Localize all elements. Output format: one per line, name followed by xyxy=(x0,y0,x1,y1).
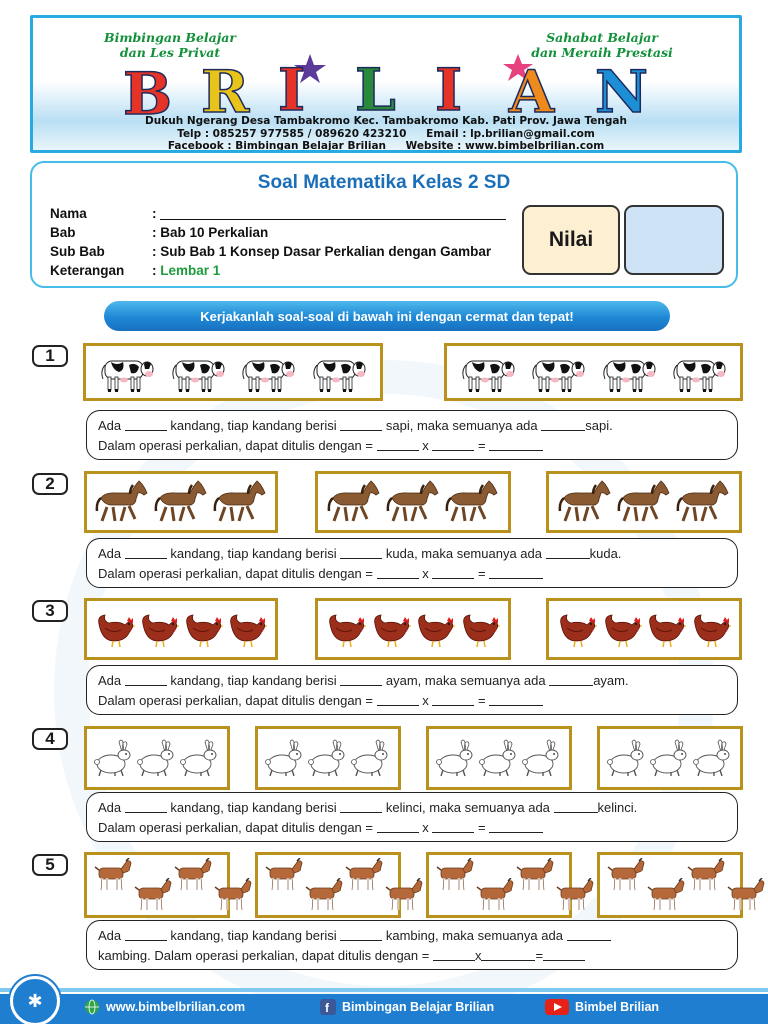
field-value xyxy=(152,263,220,278)
goat-icon xyxy=(515,858,555,892)
email-text: Email : lp.brilian@gmail.com xyxy=(426,127,595,140)
rabbit-icon xyxy=(521,738,563,778)
answer-text: kandang, tiap kandang berisi xyxy=(170,928,337,943)
answer-blank[interactable] xyxy=(340,418,382,431)
answer-text: = xyxy=(477,820,486,835)
answer-text: kuda. xyxy=(589,546,622,561)
sheet-number: Lembar 1 xyxy=(160,263,221,278)
answer-line-1 xyxy=(98,416,726,436)
goat-icon xyxy=(555,878,595,912)
cow-icon xyxy=(97,349,157,395)
field-label: Nama xyxy=(50,206,87,221)
animal-pen xyxy=(315,598,511,660)
answer-blank[interactable] xyxy=(489,566,543,579)
animal-pen xyxy=(426,852,572,918)
answer-text: x xyxy=(422,438,429,453)
sheet-title: Soal Matematika Kelas 2 SD xyxy=(257,172,511,193)
contact-info xyxy=(33,115,739,153)
cow-icon xyxy=(238,349,298,395)
chicken-icon xyxy=(139,610,179,648)
answer-blank[interactable] xyxy=(543,948,585,961)
chicken-icon xyxy=(95,610,135,648)
answer-text: ayam, maka semuanya ada xyxy=(385,673,546,688)
answer-text: = xyxy=(477,693,486,708)
question-number: 4 xyxy=(32,728,68,750)
animal-wrapper xyxy=(475,878,515,912)
answer-blank[interactable] xyxy=(377,693,419,706)
answer-line-2 xyxy=(98,818,726,838)
animal-wrapper xyxy=(384,878,424,912)
answer-blank[interactable] xyxy=(489,693,543,706)
answer-text: x xyxy=(474,948,482,963)
animal-wrapper xyxy=(726,878,766,912)
goat-icon xyxy=(686,858,726,892)
horse-icon xyxy=(213,480,267,524)
answer-blank[interactable] xyxy=(433,948,475,961)
answer-text: sapi. xyxy=(585,418,613,433)
answer-line-1 xyxy=(98,798,726,818)
answer-blank[interactable] xyxy=(340,928,382,941)
answer-text: Dalam operasi perkalian, dapat ditulis dengan = xyxy=(98,566,373,581)
answer-blank[interactable] xyxy=(432,566,474,579)
answer-blank[interactable] xyxy=(340,800,382,813)
cow-icon xyxy=(309,349,369,395)
answer-blank[interactable] xyxy=(377,438,419,451)
answer-text: Dalam operasi perkalian, dapat ditulis dengan = xyxy=(98,820,373,835)
answer-text: x xyxy=(422,693,429,708)
rabbit-icon xyxy=(649,738,691,778)
cow-icon xyxy=(599,349,659,395)
phone-text: Telp : 085257 977585 / 089620 423210 xyxy=(177,127,407,140)
goat-icon xyxy=(384,878,424,912)
colon: : xyxy=(152,263,161,278)
answer-text: kuda, maka semuanya ada xyxy=(385,546,542,561)
animal-wrapper xyxy=(173,858,213,892)
animal-wrapper xyxy=(435,858,475,892)
answer-text: Ada xyxy=(98,418,122,433)
field-value: : Sub Bab 1 Konsep Dasar Perkalian dengan Gambar xyxy=(152,244,492,259)
answer-line-1 xyxy=(98,926,726,946)
goat-icon xyxy=(606,858,646,892)
goat-icon xyxy=(475,878,515,912)
answer-text: Dalam operasi perkalian, dapat ditulis dengan = xyxy=(98,693,373,708)
answer-box xyxy=(86,792,738,842)
answer-box xyxy=(86,920,738,970)
identity-box xyxy=(30,161,738,288)
svg-text:f: f xyxy=(325,1001,329,1015)
animal-wrapper xyxy=(515,858,555,892)
rabbit-icon xyxy=(93,738,135,778)
horse-icon xyxy=(617,480,671,524)
answer-blank[interactable] xyxy=(377,566,419,579)
chicken-icon xyxy=(557,610,597,648)
answer-text: = xyxy=(477,566,486,581)
field-label: Keterangan xyxy=(50,263,125,278)
question-number: 1 xyxy=(32,345,68,367)
chicken-icon xyxy=(227,610,267,648)
cow-icon xyxy=(458,349,518,395)
field-subbab xyxy=(50,242,506,261)
logo-letter: I xyxy=(435,56,463,120)
animal-pen xyxy=(426,726,572,790)
chicken-icon xyxy=(371,610,411,648)
answer-blank[interactable] xyxy=(377,820,419,833)
answer-text: ayam. xyxy=(593,673,629,688)
answer-text: kandang, tiap kandang berisi xyxy=(170,546,337,561)
horse-icon xyxy=(154,480,208,524)
contact-row xyxy=(33,128,739,141)
goat-icon xyxy=(646,878,686,912)
answer-blank[interactable] xyxy=(125,418,167,431)
goat-icon xyxy=(344,858,384,892)
goat-icon xyxy=(726,878,766,912)
nilai-label: Nilai xyxy=(522,205,620,275)
logo-letter: A xyxy=(509,58,555,120)
answer-box xyxy=(86,410,738,460)
chicken-icon xyxy=(691,610,731,648)
answer-blank[interactable] xyxy=(541,418,585,431)
answer-text: x xyxy=(422,566,429,581)
logo-letter: N xyxy=(595,58,649,120)
horse-icon xyxy=(558,480,612,524)
answer-line-1 xyxy=(98,544,726,564)
logo-letter: B xyxy=(123,60,173,120)
goat-icon xyxy=(264,858,304,892)
youtube-icon xyxy=(545,999,569,1015)
footer-website[interactable] xyxy=(84,999,245,1015)
animal-wrapper xyxy=(344,858,384,892)
answer-blank[interactable] xyxy=(340,673,382,686)
footer-youtube-text: Bimbel Brilian xyxy=(575,1000,660,1014)
horse-icon xyxy=(95,480,149,524)
answer-blank[interactable] xyxy=(567,928,611,941)
field-value: : Bab 10 Perkalian xyxy=(152,225,269,240)
question-number: 2 xyxy=(32,473,68,495)
answer-blank[interactable] xyxy=(340,546,382,559)
answer-blank[interactable] xyxy=(125,800,167,813)
footer-facebook[interactable] xyxy=(320,999,494,1015)
rabbit-icon xyxy=(692,738,734,778)
rabbit-icon xyxy=(136,738,178,778)
animal-wrapper xyxy=(555,878,595,912)
logo-letter: R xyxy=(201,58,250,120)
answer-text: x xyxy=(422,820,429,835)
cow-icon xyxy=(168,349,228,395)
answer-line-2 xyxy=(98,436,726,456)
footer-website-text: www.bimbelbrilian.com xyxy=(106,1000,246,1014)
rabbit-icon xyxy=(179,738,221,778)
goat-icon xyxy=(213,878,253,912)
animal-pen xyxy=(84,852,230,918)
goat-icon xyxy=(304,878,344,912)
answer-text: Dalam operasi perkalian, dapat ditulis dengan = xyxy=(98,438,373,453)
answer-text: kandang, tiap kandang berisi xyxy=(170,673,337,688)
address-text: Dukuh Ngerang Desa Tambakromo Kec. Tambakromo Kab. Pati Prov. Jawa Tengah xyxy=(145,115,627,127)
field-label: Bab xyxy=(50,225,76,240)
brilian-logo xyxy=(73,50,703,120)
answer-text: = xyxy=(477,438,486,453)
instruction-banner: Kerjakanlah soal-soal di bawah ini dengan cermat dan tepat! xyxy=(104,301,670,331)
answer-box xyxy=(86,665,738,715)
answer-blank[interactable] xyxy=(125,546,167,559)
animal-pen xyxy=(84,598,278,660)
animal-pen xyxy=(83,343,383,401)
animal-wrapper xyxy=(264,858,304,892)
answer-blank[interactable] xyxy=(546,546,590,559)
answer-text: kandang, tiap kandang berisi xyxy=(170,418,337,433)
animal-wrapper xyxy=(133,878,173,912)
rabbit-icon xyxy=(264,738,306,778)
animal-wrapper xyxy=(646,878,686,912)
horse-icon xyxy=(386,480,440,524)
rabbit-icon xyxy=(606,738,648,778)
footer-youtube[interactable] xyxy=(545,999,659,1015)
rabbit-icon xyxy=(307,738,349,778)
animal-pen xyxy=(255,852,401,918)
question-number: 3 xyxy=(32,600,68,622)
tagline-left-line2: dan Les Privat xyxy=(119,45,221,60)
goat-icon xyxy=(435,858,475,892)
field-bab xyxy=(50,223,506,242)
cow-icon xyxy=(528,349,588,395)
identity-fields xyxy=(50,204,506,280)
answer-blank[interactable] xyxy=(432,438,474,451)
name-input-line[interactable] xyxy=(160,219,506,220)
answer-text: kambing, maka semuanya ada xyxy=(385,928,563,943)
answer-blank[interactable] xyxy=(554,800,598,813)
footer-emblem-icon: ✱ xyxy=(10,976,60,1024)
question-number: 5 xyxy=(32,854,68,876)
facebook-text: Facebook : Bimbingan Belajar Brilian xyxy=(167,140,387,152)
answer-text: Ada xyxy=(98,546,122,561)
logo-letter: L xyxy=(355,56,396,120)
cow-icon xyxy=(669,349,729,395)
chicken-icon xyxy=(326,610,366,648)
animal-wrapper xyxy=(93,858,133,892)
field-nama xyxy=(50,204,506,223)
animal-pen xyxy=(597,726,743,790)
answer-blank[interactable] xyxy=(489,438,543,451)
animal-pen xyxy=(546,471,742,533)
chicken-icon xyxy=(183,610,223,648)
animal-wrapper xyxy=(213,878,253,912)
horse-icon xyxy=(676,480,730,524)
animal-pen xyxy=(444,343,743,401)
nilai-score-box[interactable] xyxy=(624,205,724,275)
field-value xyxy=(152,206,506,221)
answer-text: kelinci. xyxy=(597,800,638,815)
rabbit-icon xyxy=(435,738,477,778)
tagline-right-line1: Sahabat Belajar xyxy=(546,30,658,45)
animal-pen xyxy=(84,471,278,533)
facebook-icon xyxy=(320,999,336,1015)
answer-text: Ada xyxy=(98,673,122,688)
animal-pen xyxy=(255,726,401,790)
animal-pen xyxy=(546,598,742,660)
animal-pen xyxy=(84,726,230,790)
answer-blank[interactable] xyxy=(549,673,593,686)
answer-text: sapi, maka semuanya ada xyxy=(385,418,538,433)
animal-pen xyxy=(315,471,511,533)
answer-text: = xyxy=(535,948,544,963)
rabbit-icon xyxy=(350,738,392,778)
answer-text: Ada xyxy=(98,928,122,943)
answer-blank[interactable] xyxy=(432,693,474,706)
chicken-icon xyxy=(602,610,642,648)
tagline-right-line2: dan Meraih Prestasi xyxy=(531,45,673,60)
field-keterangan xyxy=(50,261,506,280)
animal-wrapper xyxy=(606,858,646,892)
answer-box xyxy=(86,538,738,588)
chicken-icon xyxy=(646,610,686,648)
tagline-left-line1: Bimbingan Belajar xyxy=(104,30,236,45)
goat-icon xyxy=(173,858,213,892)
rabbit-icon xyxy=(478,738,520,778)
header-banner xyxy=(30,15,742,153)
answer-blank[interactable] xyxy=(125,673,167,686)
answer-blank[interactable] xyxy=(489,820,543,833)
logo-letter: I xyxy=(278,56,306,120)
animal-pen xyxy=(597,852,743,918)
website-text: Website : www.bimbelbrilian.com xyxy=(405,140,605,152)
answer-blank[interactable] xyxy=(481,948,535,961)
footer-strip xyxy=(0,988,768,992)
horse-icon xyxy=(327,480,381,524)
social-row xyxy=(33,140,739,153)
goat-icon xyxy=(133,878,173,912)
colon: : xyxy=(152,206,157,221)
goat-icon xyxy=(93,858,133,892)
horse-icon xyxy=(445,480,499,524)
footer-facebook-text: Bimbingan Belajar Brilian xyxy=(342,1000,495,1014)
animal-wrapper xyxy=(304,878,344,912)
answer-line-2 xyxy=(98,691,726,711)
chicken-icon xyxy=(415,610,455,648)
answer-text: kelinci, maka semuanya ada xyxy=(385,800,550,815)
answer-line-2 xyxy=(98,564,726,584)
answer-text: kambing. Dalam operasi perkalian, dapat ditulis dengan = xyxy=(98,948,430,963)
chicken-icon xyxy=(460,610,500,648)
answer-text: kandang, tiap kandang berisi xyxy=(170,800,337,815)
answer-blank[interactable] xyxy=(432,820,474,833)
globe-icon xyxy=(84,999,100,1015)
answer-line-1 xyxy=(98,671,726,691)
field-label: Sub Bab xyxy=(50,244,105,259)
answer-line-2 xyxy=(98,946,726,966)
answer-text: Ada xyxy=(98,800,122,815)
animal-wrapper xyxy=(686,858,726,892)
answer-blank[interactable] xyxy=(125,928,167,941)
